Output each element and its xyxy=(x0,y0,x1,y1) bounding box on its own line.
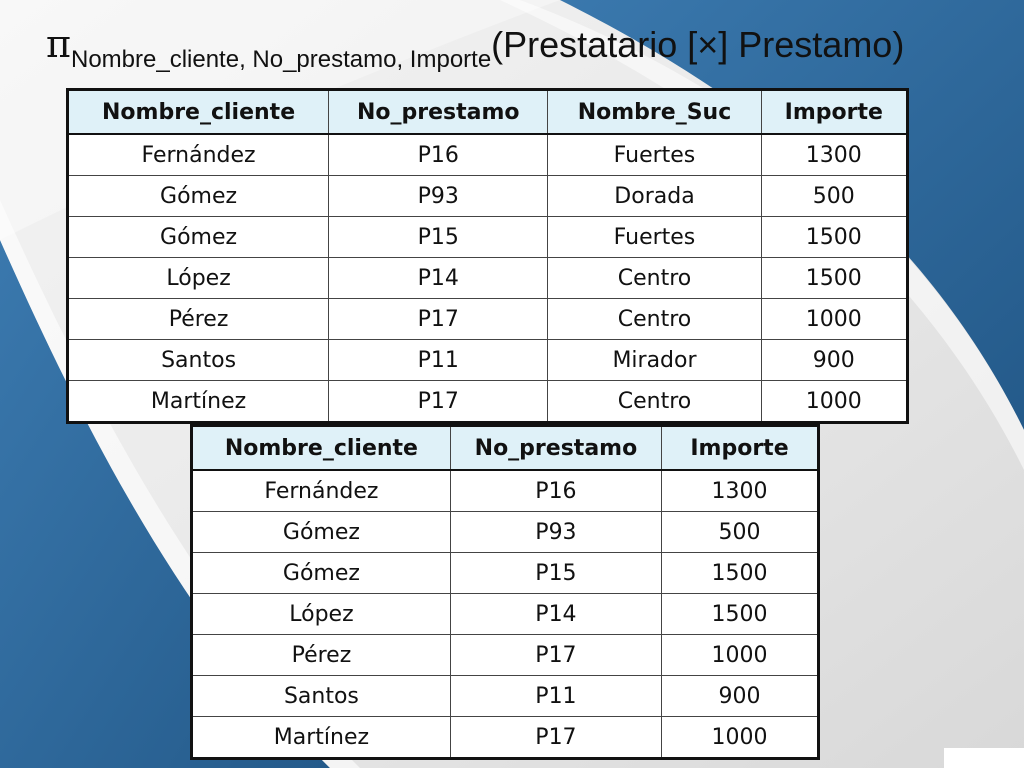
table-cell: Martínez xyxy=(68,381,329,423)
table-row xyxy=(192,470,819,512)
table-row xyxy=(68,176,908,217)
table-cell: P17 xyxy=(329,381,548,423)
table-cell: 1000 xyxy=(761,299,907,340)
table-cell: Fernández xyxy=(68,134,329,176)
table-cell: Fernández xyxy=(192,470,451,512)
table-prestatario-join-prestamo xyxy=(66,88,909,424)
table-cell: López xyxy=(68,258,329,299)
table-cell: Fuertes xyxy=(548,134,761,176)
table-cell: Pérez xyxy=(192,635,451,676)
table-cell: P93 xyxy=(329,176,548,217)
table-row xyxy=(192,676,819,717)
table-cell: Pérez xyxy=(68,299,329,340)
table-row xyxy=(192,594,819,635)
table-cell: 900 xyxy=(662,676,819,717)
column-header: Nombre_cliente xyxy=(68,90,329,135)
relation-expression: (Prestatario [×] Prestamo) xyxy=(491,24,905,65)
table-row xyxy=(68,217,908,258)
table-cell: 900 xyxy=(761,340,907,381)
corner-white-box xyxy=(944,748,1024,768)
table-cell: Centro xyxy=(548,299,761,340)
table-cell: 500 xyxy=(662,512,819,553)
column-header: Importe xyxy=(662,426,819,471)
column-header: No_prestamo xyxy=(329,90,548,135)
table-header-row xyxy=(68,90,908,135)
table-cell: P17 xyxy=(450,635,661,676)
table-cell: 1500 xyxy=(761,217,907,258)
table-cell: P16 xyxy=(329,134,548,176)
column-header: Nombre_Suc xyxy=(548,90,761,135)
table-cell: Fuertes xyxy=(548,217,761,258)
table-cell: Gómez xyxy=(68,217,329,258)
table-row xyxy=(68,299,908,340)
table-cell: Centro xyxy=(548,258,761,299)
table-row xyxy=(68,258,908,299)
table-cell: López xyxy=(192,594,451,635)
table-cell: Santos xyxy=(192,676,451,717)
table-header-row xyxy=(192,426,819,471)
table-cell: P16 xyxy=(450,470,661,512)
projection-attributes: Nombre_cliente, No_prestamo, Importe xyxy=(70,46,492,73)
table-cell: P14 xyxy=(329,258,548,299)
projection-symbol: π xyxy=(46,22,71,66)
table-cell: Gómez xyxy=(68,176,329,217)
column-header: Nombre_cliente xyxy=(192,426,451,471)
table-cell: P11 xyxy=(329,340,548,381)
table-cell: 1500 xyxy=(662,594,819,635)
table-cell: Santos xyxy=(68,340,329,381)
table-cell: 500 xyxy=(761,176,907,217)
table-row xyxy=(68,340,908,381)
table-row xyxy=(68,381,908,423)
table-cell: Centro xyxy=(548,381,761,423)
column-header: No_prestamo xyxy=(450,426,661,471)
table-cell: P17 xyxy=(329,299,548,340)
table-cell: P17 xyxy=(450,717,661,759)
table-cell: 1300 xyxy=(662,470,819,512)
table-row xyxy=(68,134,908,176)
table-projection-result xyxy=(190,424,820,760)
table-cell: 1000 xyxy=(662,635,819,676)
table-row xyxy=(192,512,819,553)
table-cell: Gómez xyxy=(192,512,451,553)
table-cell: 1300 xyxy=(761,134,907,176)
column-header: Importe xyxy=(761,90,907,135)
table-cell: P93 xyxy=(450,512,661,553)
table-cell: Martínez xyxy=(192,717,451,759)
table-cell: 1000 xyxy=(761,381,907,423)
table-row xyxy=(192,635,819,676)
table-row xyxy=(192,717,819,759)
table-row xyxy=(192,553,819,594)
table-cell: P11 xyxy=(450,676,661,717)
table-cell: 1500 xyxy=(761,258,907,299)
table-cell: Mirador xyxy=(548,340,761,381)
relational-algebra-expression xyxy=(46,22,905,73)
table-cell: Dorada xyxy=(548,176,761,217)
table-cell: P15 xyxy=(450,553,661,594)
table-cell: P15 xyxy=(329,217,548,258)
table-cell: Gómez xyxy=(192,553,451,594)
table-cell: P14 xyxy=(450,594,661,635)
table-cell: 1000 xyxy=(662,717,819,759)
table-cell: 1500 xyxy=(662,553,819,594)
